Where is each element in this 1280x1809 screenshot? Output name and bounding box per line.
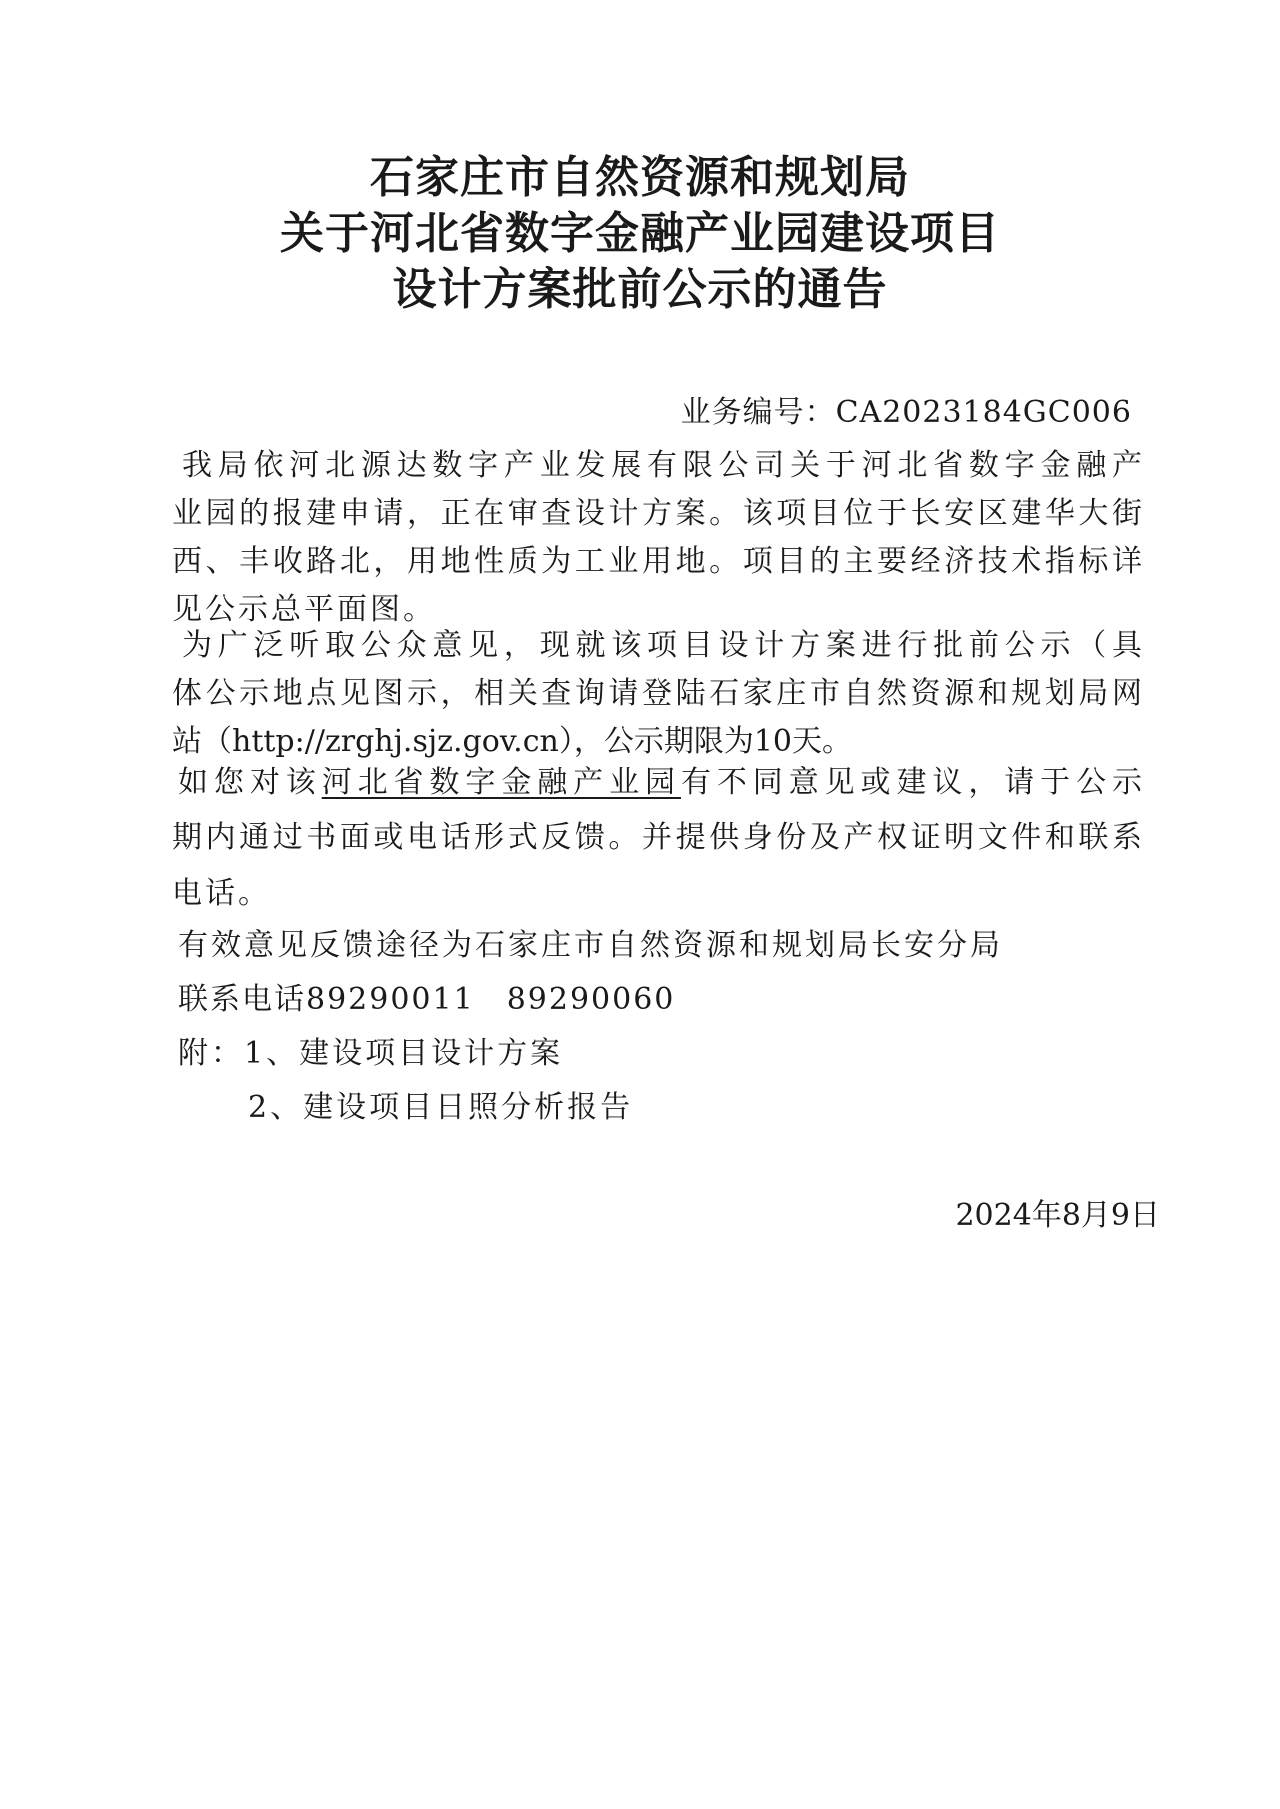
paragraph-1-line-4: 见公示总平面图。 <box>172 592 436 627</box>
paragraph-3-prefix: 如您对该 <box>178 765 322 800</box>
project-name-underlined: 河北省数字金融产业园 <box>321 765 681 800</box>
paragraph-2-line-1: 为广泛听取公众意见，现就该项目设计方案进行批前公示（具 <box>182 628 1142 663</box>
paragraph-3-line-2: 期内通过书面或电话形式反馈。并提供身份及产权证明文件和联系 <box>172 820 1142 855</box>
contact-phone: 联系电话89290011 89290060 <box>178 982 676 1017</box>
notice-title-line-3: 设计方案批前公示的通告 <box>392 264 888 315</box>
notice-date: 2024年8月9日 <box>955 1198 1160 1233</box>
feedback-channel: 有效意见反馈途径为石家庄市自然资源和规划局长安分局 <box>178 928 1003 963</box>
paragraph-2-line-2: 体公示地点见图示，相关查询请登陆石家庄市自然资源和规划局网 <box>172 676 1142 711</box>
paragraph-3-suffix: 有不同意见或建议，请于公示 <box>680 765 1143 800</box>
notice-title-line-1: 石家庄市自然资源和规划局 <box>370 152 910 203</box>
paragraph-1-line-1: 我局依河北源达数字产业发展有限公司关于河北省数字金融产 <box>182 448 1142 483</box>
paragraph-1-line-3: 西、丰收路北，用地性质为工业用地。项目的主要经济技术指标详 <box>172 544 1142 579</box>
attachment-2: 2、建设项目日照分析报告 <box>248 1090 634 1125</box>
attachment-1: 附：1、建设项目设计方案 <box>178 1036 564 1071</box>
paragraph-3-line-1 <box>178 763 1142 803</box>
notice-title-line-2: 关于河北省数字金融产业园建设项目 <box>280 208 1000 259</box>
paragraph-2-line-3: 站（http://zrghj.sjz.gov.cn），公示期限为10天。 <box>172 724 852 759</box>
paragraph-3-line-3: 电话。 <box>172 876 271 911</box>
business-number: 业务编号：CA2023184GC006 <box>680 395 1132 430</box>
paragraph-1-line-2: 业园的报建申请，正在审查设计方案。该项目位于长安区建华大街 <box>172 496 1142 531</box>
